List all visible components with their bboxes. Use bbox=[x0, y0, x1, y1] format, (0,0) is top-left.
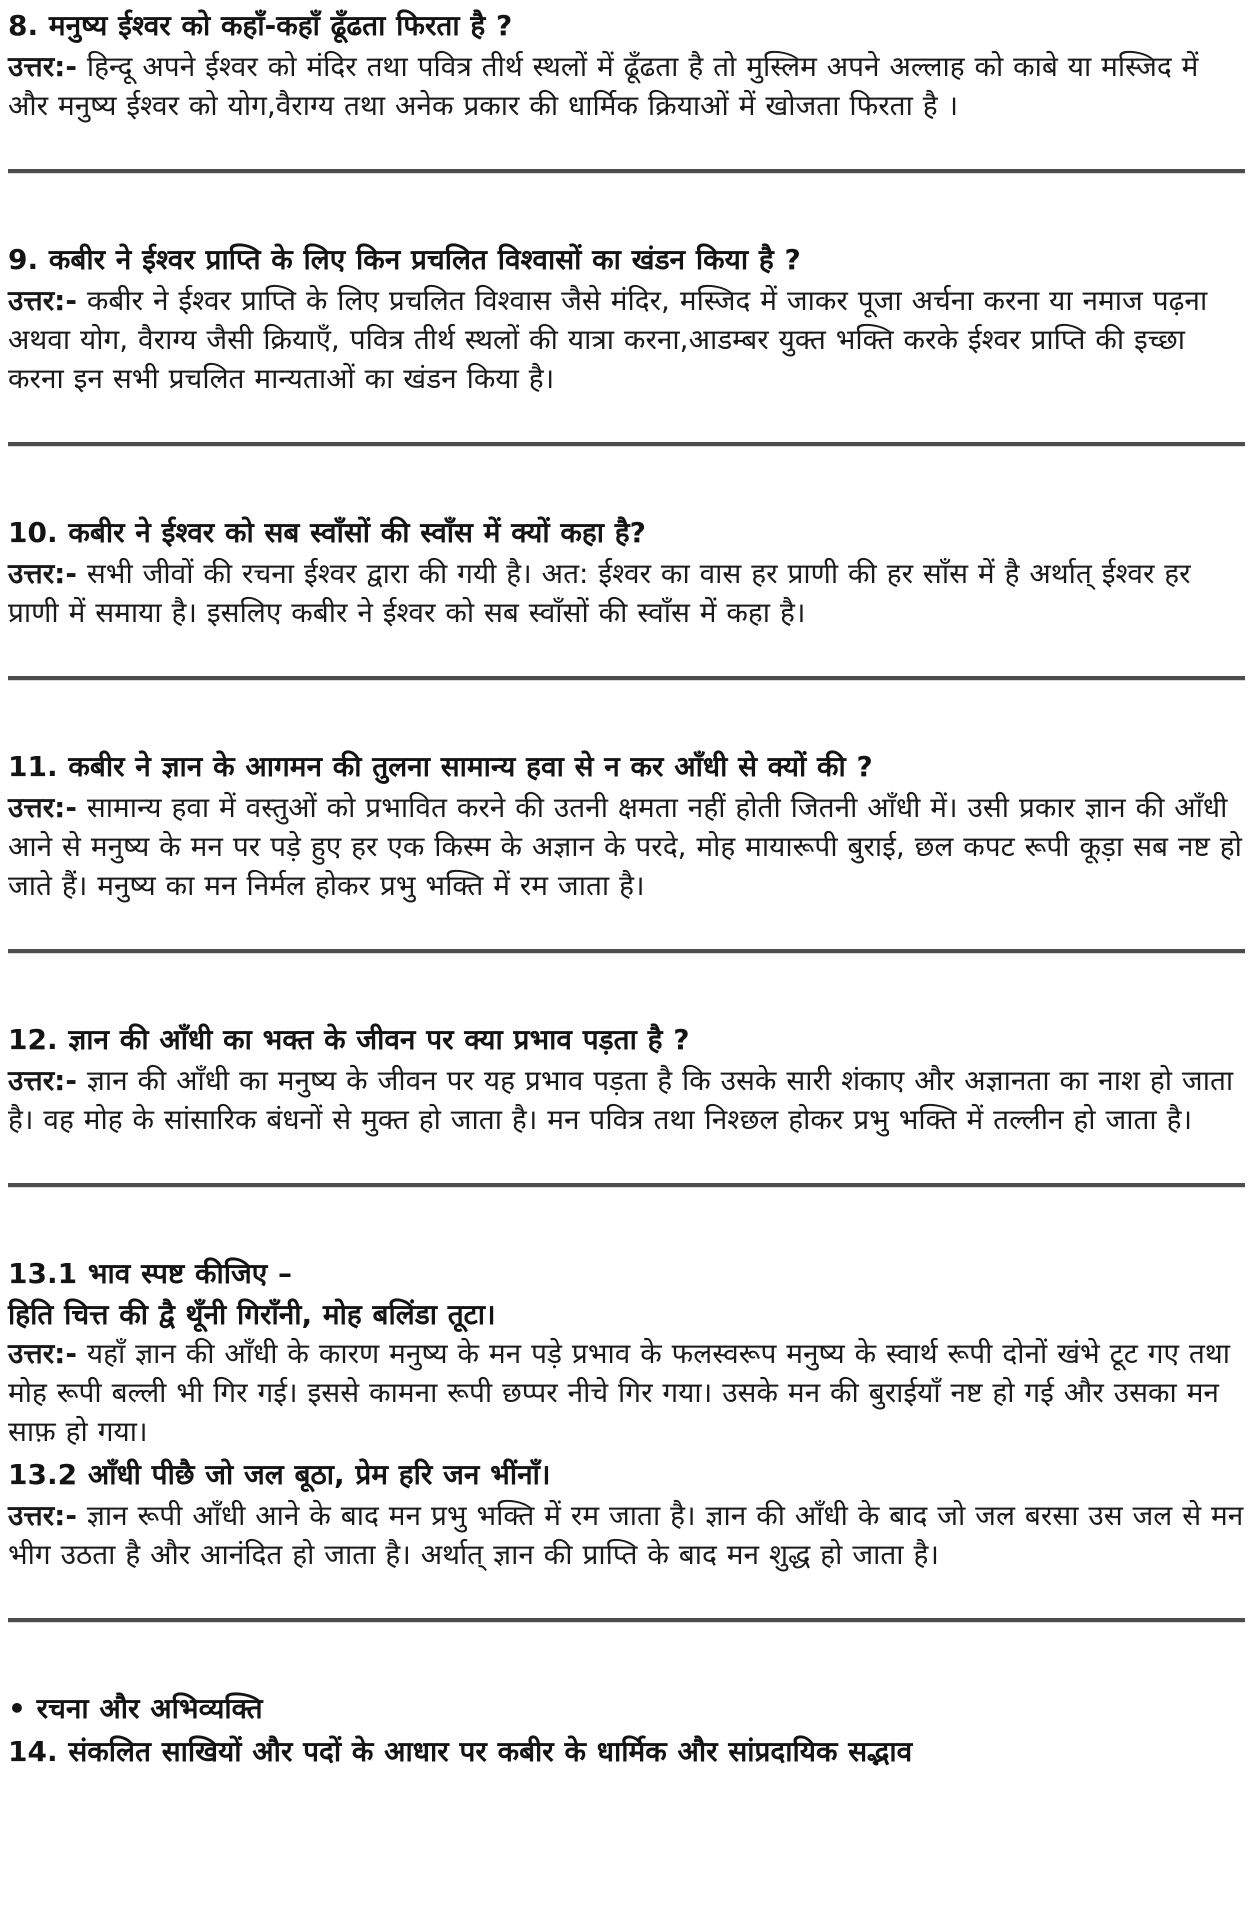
answer-prefix: उत्तर:- bbox=[8, 1064, 77, 1097]
answer-prefix: उत्तर:- bbox=[8, 50, 77, 83]
answer-text: उत्तर:- यहाँ ज्ञान की आँधी के कारण मनुष्य के मन पड़े प्रभाव के फलस्वरूप मनुष्य के स्वार्थ रूपी दोनों खंभे टूट गए तथा मोह रूपी बल्ली भी गिर गई। इससे कामना रूपी छप्पर नीचे गिर गया। उसके मन की बुराईयाँ नष्ट हो गई और उसका मन साफ़ हो गया। bbox=[8, 1337, 1231, 1448]
answer-prefix: उत्तर:- bbox=[8, 791, 77, 824]
question-text: 8. मनुष्य ईश्वर को कहाँ-कहाँ ढूँढता फिरता है ? bbox=[8, 9, 513, 42]
question-text: 13.2 आँधी पीछै जो जल बूठा, प्रेम हरि जन भींनाँ। bbox=[8, 1458, 551, 1491]
question-text: 14. संकलित साखियों और पदों के आधार पर कबीर के धार्मिक और सांप्रदायिक सद्भाव bbox=[8, 1735, 913, 1768]
qa-section bbox=[8, 6, 1247, 125]
qa-section bbox=[8, 447, 1247, 632]
qa-section bbox=[8, 681, 1247, 905]
qa-section bbox=[8, 1188, 1247, 1574]
answer-prefix: उत्तर:- bbox=[8, 1337, 77, 1370]
answer-prefix: उत्तर:- bbox=[8, 557, 77, 590]
answer-prefix: उत्तर:- bbox=[8, 1499, 77, 1532]
qa-section bbox=[8, 954, 1247, 1139]
question-text: 10. कबीर ने ईश्वर को सब स्वाँसों की स्वाँस में क्यों कहा है? bbox=[8, 516, 646, 549]
answer-text: उत्तर:- ज्ञान रूपी आँधी आने के बाद मन प्रभु भक्ति में रम जाता है। ज्ञान की आँधी के बाद जो जल बरसा उस जल से मन भीग उठता है और आनंदित हो जाता है। अर्थात् ज्ञान की प्राप्ति के बाद मन शुद्ध हो जाता है। bbox=[8, 1499, 1244, 1571]
question-text: 13.1 भाव स्पष्ट कीजिए – bbox=[8, 1257, 292, 1290]
question-text: 12. ज्ञान की आँधी का भक्त के जीवन पर क्या प्रभाव पड़ता है ? bbox=[8, 1023, 690, 1056]
qa-section bbox=[8, 1623, 1247, 1771]
verse-text: हिति चित्त की द्वै थूँनी गिराँनी, मोह बलिंडा तूटा। bbox=[8, 1298, 496, 1331]
section-heading: • रचना और अभिव्यक्ति bbox=[8, 1692, 263, 1725]
question-text: 11. कबीर ने ज्ञान के आगमन की तुलना सामान्य हवा से न कर आँधी से क्यों की ? bbox=[8, 750, 873, 783]
answer-text: उत्तर:- सामान्य हवा में वस्तुओं को प्रभावित करने की उतनी क्षमता नहीं होती जितनी आँधी में। उसी प्रकार ज्ञान की आँधी आने से मनुष्य के मन पर पड़े हुए हर एक किस्म के अज्ञान के परदे, मोह मायारूपी बुराई, छल कपट रूपी कूड़ा सब नष्ट हो जाते हैं। मनुष्य का मन निर्मल होकर प्रभु भक्ति में रम जाता है। bbox=[8, 791, 1242, 902]
qa-section bbox=[8, 174, 1247, 398]
answer-text: उत्तर:- सभी जीवों की रचना ईश्वर द्वारा की गयी है। अत: ईश्वर का वास हर प्राणी की हर साँस में है अर्थात् ईश्वर हर प्राणी में समाया है। इसलिए कबीर ने ईश्वर को सब स्वाँसों की स्वाँस में कहा है। bbox=[8, 557, 1191, 629]
question-text: 9. कबीर ने ईश्वर प्राप्ति के लिए किन प्रचलित विश्वासों का खंडन किया है ? bbox=[8, 243, 801, 276]
answer-text: उत्तर:- हिन्दू अपने ईश्वर को मंदिर तथा पवित्र तीर्थ स्थलों में ढूँढता है तो मुस्लिम अपने अल्लाह को काबे या मस्जिद में और मनुष्य ईश्वर को योग,वैराग्य तथा अनेक प्रकार की धार्मिक क्रियाओं में खोजता फिरता है । bbox=[8, 50, 1199, 122]
answer-text: उत्तर:- ज्ञान की आँधी का मनुष्य के जीवन पर यह प्रभाव पड़ता है कि उसके सारी शंकाए और अज्ञानता का नाश हो जाता है। वह मोह के सांसारिक बंधनों से मुक्त हो जाता है। मन पवित्र तथा निश्छल होकर प्रभु भक्ति में तल्लीन हो जाता है। bbox=[8, 1064, 1234, 1136]
answer-prefix: उत्तर:- bbox=[8, 284, 77, 317]
answer-text: उत्तर:- कबीर ने ईश्वर प्राप्ति के लिए प्रचलित विश्वास जैसे मंदिर, मस्जिद में जाकर पूजा अर्चना करना या नमाज पढ़ना अथवा योग, वैराग्य जैसी क्रियाएँ, पवित्र तीर्थ स्थलों की यात्रा करना,आडम्बर युक्त भक्ति करके ईश्वर प्राप्ति की इच्छा करना इन सभी प्रचलित मान्यताओं का खंडन किया है। bbox=[8, 284, 1208, 395]
